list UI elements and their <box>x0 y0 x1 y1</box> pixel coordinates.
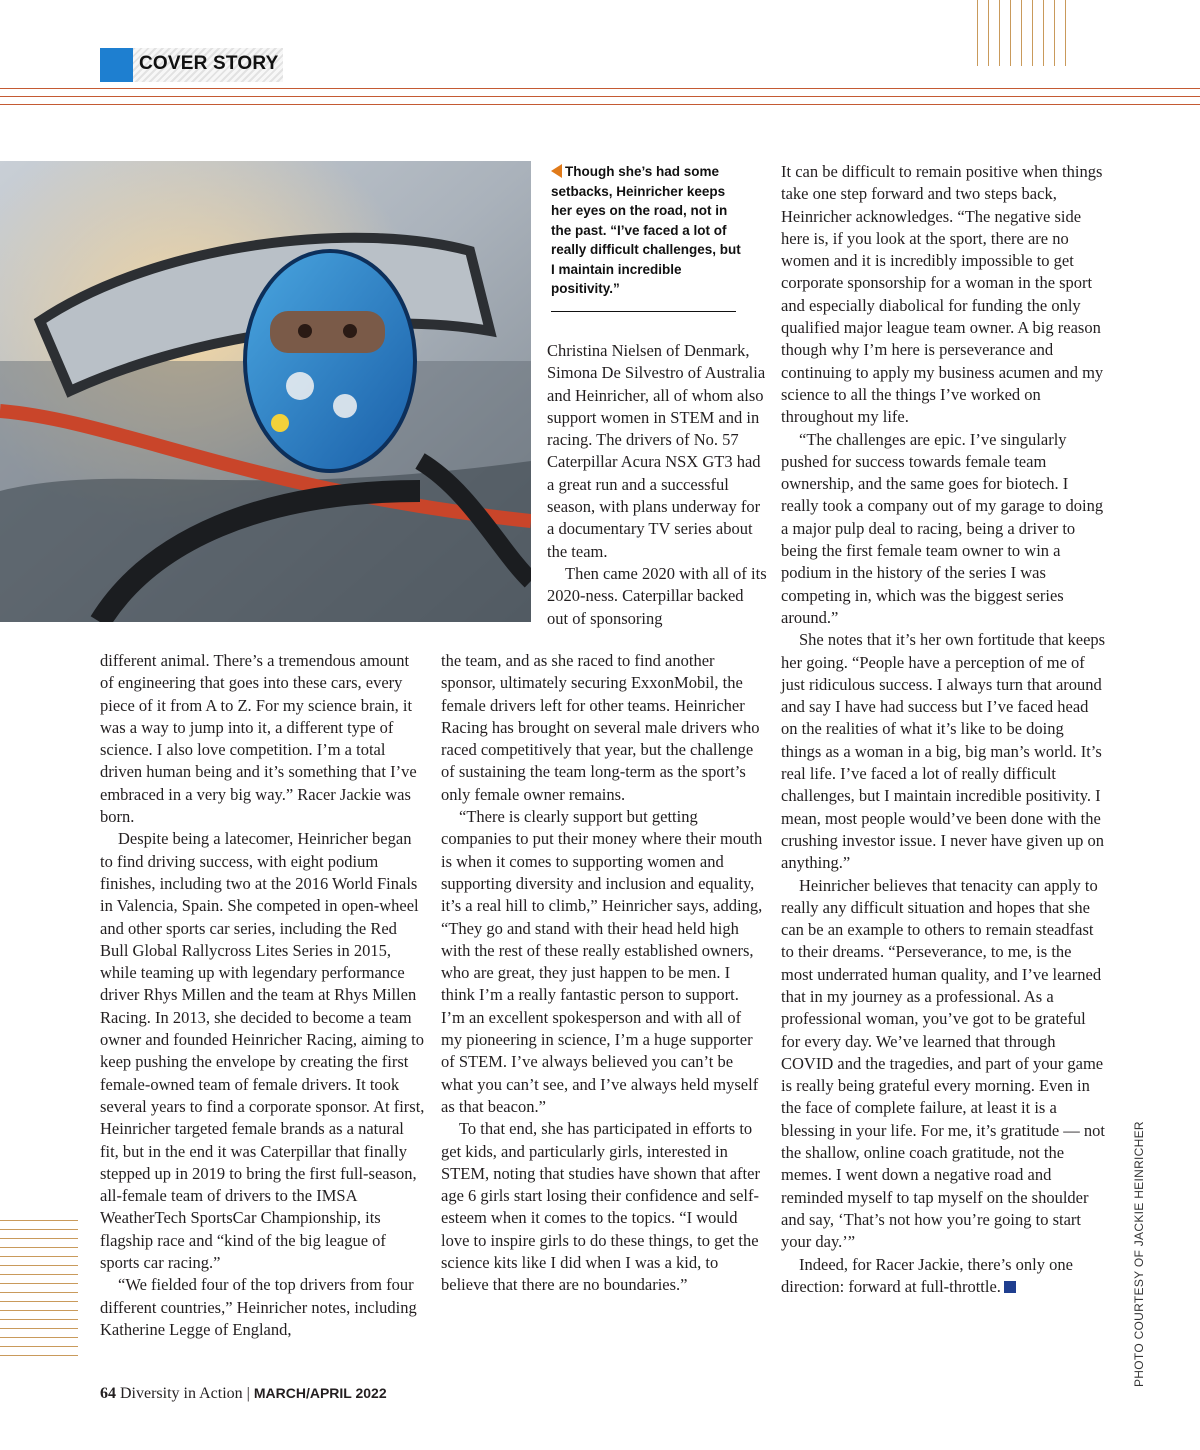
paragraph-final <box>781 1254 1106 1299</box>
paragraph: Then came 2020 with all of its 2020-ness. Caterpillar backed out of sponsoring <box>547 563 767 628</box>
caption-rule <box>551 311 736 312</box>
paragraph: Christina Nielsen of Denmark, Simona De Silvestro of Australia and Heinricher, all of whom also support women in STEM and in racing. The drivers of No. 57 Caterpillar Acura NSX GT3 had a great run and a successful season, with plans underway for a documentary TV series about the team. <box>547 341 766 561</box>
magazine-name: Diversity in Action <box>120 1385 243 1402</box>
decorative-horizontal-rules <box>0 88 1200 112</box>
paragraph: Despite being a latecomer, Heinricher began to find driving success, with eight podium finishes, including two at the 2016 World Finals in Valencia, Spain. She competed in open-wheel and other sports car series, including the Red Bull Global Rallycross Lites Series in 2015, while teaming up with legendary performance driver Rhys Millen and the team at Rhys Millen Racing. In 2013, she decided to become a team owner and founded Heinricher Racing, aiming to keep pushing the envelope by creating the first female-owned team of female drivers. It took several years to find a corporate sponsor. At first, Heinricher targeted female brands as a natural fit, but in the end it was Caterpillar that finally stepped up in 2019 to bring the first full-season, all-female team of drivers to the IMSA WeatherTech SportsCar Championship, its flagship race and “kind of the big league of sports car racing.” <box>100 829 425 1273</box>
driver-mirror-photo <box>0 161 531 622</box>
end-mark-icon <box>1004 1281 1016 1293</box>
photo-illustration <box>0 161 531 622</box>
column-2-bottom <box>441 650 766 1297</box>
column-1 <box>100 650 425 1341</box>
photo-caption <box>551 162 741 299</box>
section-color-block <box>100 48 133 82</box>
footer-separator: | <box>246 1385 250 1402</box>
paragraph: “The challenges are epic. I’ve singularly pushed for success towards female team ownership, and the same goes for biotech. I really took a company out of my garage to doing a major pulp deal to racing, being a driver to being the first female team owner to win a podium in the history of the series I was competing in, which was the biggest series around.” <box>781 429 1104 627</box>
paragraph: To that end, she has participated in efforts to get kids, and particularly girls, interested in STEM, noting that studies have shown that after age 6 girls start losing their confidence and self-esteem when it comes to the topics. “I would love to inspire girls to do these things, to get the science kits like I did when I was a kid, to believe that there are no boundaries.” <box>441 1119 760 1295</box>
paragraph: different animal. There’s a tremendous amount of engineering that goes into these cars, every piece of it from A to Z. For my science brain, it was a way to jump into it, a different type of science. I also love competition. I’m a total driven human being and it’s something that I’ve embraced in a very big way.” Racer Jackie was born. <box>100 651 417 827</box>
column-2-top <box>547 340 767 630</box>
photo-credit: PHOTO COURTESY OF JACKIE HEINRICHER <box>1132 1121 1146 1387</box>
page-footer <box>100 1385 387 1403</box>
decorative-vertical-lines <box>977 0 1067 66</box>
paragraph: Heinricher believes that tenacity can apply to really any difficult situation and hopes that she can be an example to others to remain steadfast to their dreams. “Perseverance, to me, is the most underrated human quality, and I’ve learned that in my journey as a professional. As a professional woman, you’ve got to be grateful for every day. We’ve learned that through COVID and the tragedies, and part of your game is really being grateful every morning. Even in the face of complete failure, at least it is a blessing in your life. For me, it’s gratitude — not the shallow, online coach gratitude, not the memes. I went down a negative road and reminded myself to tap myself on the shoulder and say, ‘That’s not how you’re going to start your day.’” <box>781 875 1106 1252</box>
paragraph: “There is clearly support but getting companies to put their money where their mouth is when it comes to supporting women and supporting diversity and inclusion and equality, it’s a real hill to climb,” Heinricher says, adding, “They go and stand with their head held high with the rest of these really established owners, who are great, they just happen to be men. I think I’m a really fantastic person to support. I’m an excellent spokesperson and with all of my pioneering in science, I’m a huge supporter of STEM. I’ve always believed you can’t be what you can’t see, and I’ve always held myself as that beacon.” <box>441 807 763 1116</box>
paragraph: the team, and as she raced to find another sponsor, ultimately securing ExxonMobil, the female drivers left for other teams. Heinricher Racing has brought on several male drivers who raced competitively that year, but the challenge of sustaining the team long-term as the sport’s only female owner remains. <box>441 651 760 804</box>
column-3 <box>781 161 1106 1298</box>
caption-text: Though she’s had some setbacks, Heinricher keeps her eyes on the road, not in the past. “I’ve faced a lot of really difficult challenges, but I maintain incredible positivity.” <box>551 164 741 296</box>
paragraph: It can be difficult to remain positive when things take one step forward and two steps back, Heinricher acknowledges. “The negative side here is, if you look at the sport, there are no women and it is incredibly impossible to get corporate sponsorship for a woman in the sport and especially diabolical for funding the only qualified major league team owner. A big reason though why I’m here is perseverance and continuing to apply my business acumen and my science to all the things I’ve worked on throughout my life. <box>781 162 1104 427</box>
caption-arrow-icon <box>551 164 562 178</box>
section-label: COVER STORY <box>139 53 279 74</box>
paragraph: She notes that it’s her own fortitude that keeps her going. “People have a perception of me of just ridiculous success. I always turn that around and say I have had success but I’ve faced head on the realities of what it’s like to be doing things as a woman in a big, big man’s world. It’s real life. I’ve faced a lot of really difficult challenges, but I maintain incredible positivity. I mean, most people would’ve been done with the crushing investor issue. I never have given up on anything.” <box>781 630 1106 873</box>
paragraph: “We fielded four of the top drivers from four different countries,” Heinricher notes, including Katherine Legge of England, <box>100 1275 417 1339</box>
final-sentence: Indeed, for Racer Jackie, there’s only one direction: forward at full-throttle. <box>781 1254 1073 1296</box>
issue-date: MARCH/APRIL 2022 <box>253 1385 387 1401</box>
page-number: 64 <box>100 1385 116 1402</box>
decorative-side-lines <box>0 1220 78 1358</box>
